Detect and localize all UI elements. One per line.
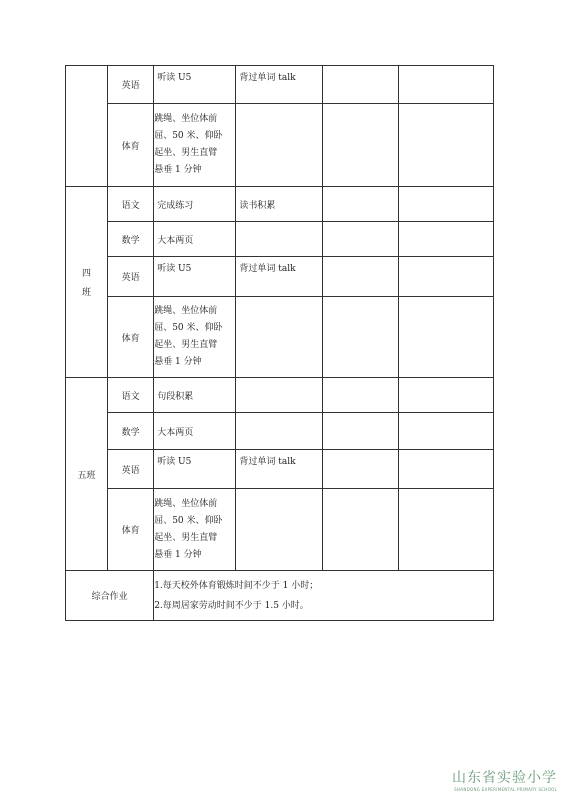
empty-cell	[398, 378, 493, 413]
extra-cell	[236, 222, 322, 257]
subject-cell: 语文	[108, 378, 154, 413]
task-line: 悬垂 1 分钟	[154, 549, 202, 560]
table-row	[66, 257, 494, 297]
task-line: 起坐、男生直臂	[154, 340, 218, 350]
task-line: 起坐、男生直臂	[154, 532, 218, 543]
class-cell: 五班	[66, 378, 108, 571]
empty-cell	[322, 222, 398, 257]
summary-content	[154, 571, 494, 621]
extra-cell	[236, 104, 322, 187]
table-row	[66, 450, 494, 489]
task-cell: 句段积累	[154, 378, 236, 413]
task-cell: 听读 U5	[154, 257, 236, 297]
empty-cell	[322, 450, 398, 489]
summary-label: 综合作业	[66, 571, 154, 621]
summary-line: 2.每周居家劳动时间不少于 1.5 小时。	[154, 600, 309, 611]
task-line: 屈、50 米、仰卧	[154, 515, 223, 526]
task-line: 屈、50 米、仰卧	[154, 323, 223, 333]
subject-cell: 语文	[108, 187, 154, 222]
table-row	[66, 66, 494, 104]
empty-cell	[322, 187, 398, 222]
subject-cell: 英语	[108, 257, 154, 297]
empty-cell	[398, 450, 493, 489]
class-cell	[66, 187, 108, 378]
class-cell	[66, 66, 108, 187]
subject-cell: 数学	[108, 222, 154, 257]
task-cell	[154, 297, 236, 378]
empty-cell	[398, 66, 493, 104]
subject-cell: 体育	[108, 489, 154, 571]
empty-cell	[322, 257, 398, 297]
table-row	[66, 187, 494, 222]
extra-cell	[236, 413, 322, 450]
subject-cell: 英语	[108, 66, 154, 104]
task-line: 跳绳、坐位体前	[154, 498, 218, 509]
extra-cell	[236, 297, 322, 378]
summary-row	[66, 571, 494, 621]
school-logo-en: SHANDONG EXPERIMENTAL PRIMARY SCHOOL	[454, 787, 557, 792]
class-name-line: 四	[82, 269, 92, 279]
task-cell: 完成练习	[154, 187, 236, 222]
task-line: 悬垂 1 分钟	[154, 165, 202, 175]
task-cell: 听读 U5	[154, 66, 236, 104]
table-row	[66, 297, 494, 378]
summary-line: 1.每天校外体育锻炼时间不少于 1 小时；	[154, 580, 319, 591]
school-logo	[452, 767, 557, 792]
subject-cell: 数学	[108, 413, 154, 450]
subject-cell: 体育	[108, 104, 154, 187]
empty-cell	[322, 104, 398, 187]
table-row	[66, 222, 494, 257]
empty-cell	[322, 489, 398, 571]
extra-cell	[236, 489, 322, 571]
empty-cell	[398, 413, 493, 450]
task-line: 跳绳、坐位体前	[154, 114, 218, 124]
subject-cell: 英语	[108, 450, 154, 489]
empty-cell	[398, 257, 493, 297]
empty-cell	[322, 297, 398, 378]
task-line: 起坐、男生直臂	[154, 148, 218, 158]
extra-cell: 背过单词 talk	[236, 257, 322, 297]
table-row	[66, 413, 494, 450]
task-cell: 大本两页	[154, 413, 236, 450]
empty-cell	[322, 66, 398, 104]
task-cell: 大本两页	[154, 222, 236, 257]
task-cell	[154, 489, 236, 571]
empty-cell	[322, 378, 398, 413]
table-row	[66, 489, 494, 571]
task-line: 跳绳、坐位体前	[154, 306, 218, 316]
task-line: 屈、50 米、仰卧	[154, 131, 223, 141]
class-name-line: 班	[82, 288, 92, 298]
subject-cell: 体育	[108, 297, 154, 378]
task-line: 悬垂 1 分钟	[154, 357, 202, 367]
empty-cell	[398, 222, 493, 257]
empty-cell	[398, 297, 493, 378]
empty-cell	[398, 489, 493, 571]
homework-table	[65, 65, 494, 621]
extra-cell	[236, 378, 322, 413]
task-cell	[154, 104, 236, 187]
extra-cell: 读书积累	[236, 187, 322, 222]
table-row	[66, 104, 494, 187]
school-logo-cn: 山东省实验小学	[452, 770, 557, 786]
task-cell: 听读 U5	[154, 450, 236, 489]
table-row	[66, 378, 494, 413]
extra-cell: 背过单词 talk	[236, 450, 322, 489]
extra-cell: 背过单词 talk	[236, 66, 322, 104]
empty-cell	[398, 187, 493, 222]
empty-cell	[322, 413, 398, 450]
empty-cell	[398, 104, 493, 187]
